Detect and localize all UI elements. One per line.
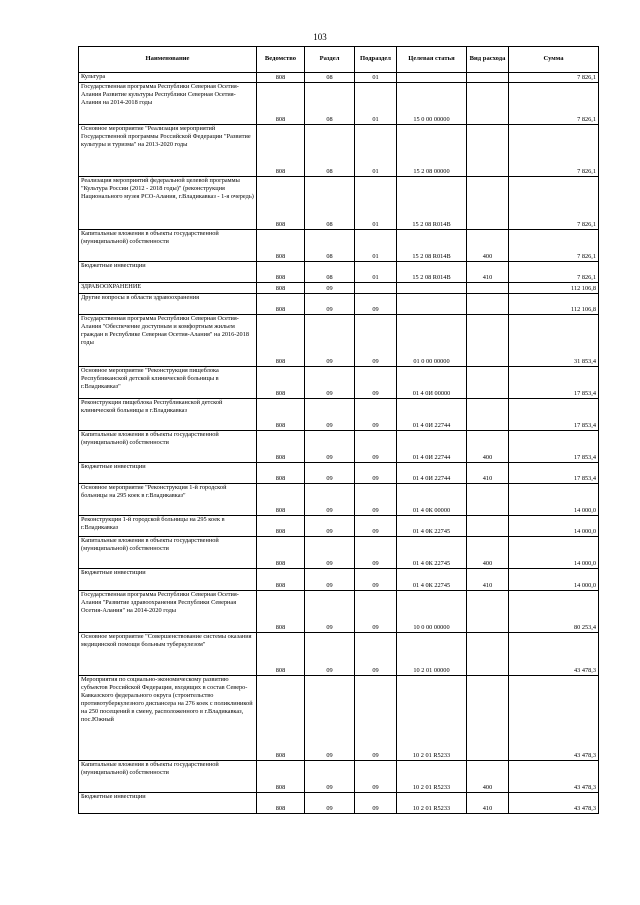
- cell-section: 09: [305, 676, 355, 761]
- cell-dept: 808: [257, 793, 305, 814]
- cell-article: 10 0 00 00000: [397, 591, 467, 633]
- table-header-row: [79, 47, 599, 73]
- cell-subsection: 09: [355, 399, 397, 431]
- cell-dept: 808: [257, 569, 305, 591]
- cell-exptype: [467, 83, 509, 125]
- cell-article: 01 4 0К 00000: [397, 484, 467, 516]
- cell-section: 09: [305, 537, 355, 569]
- cell-article: [397, 294, 467, 315]
- cell-article: 10 2 01 00000: [397, 633, 467, 676]
- cell-article: 10 2 01 R5233: [397, 676, 467, 761]
- cell-subsection: 09: [355, 367, 397, 399]
- cell-subsection: 09: [355, 294, 397, 315]
- table-row: [79, 283, 599, 294]
- cell-dept: 808: [257, 537, 305, 569]
- cell-section: 08: [305, 83, 355, 125]
- cell-subsection: 09: [355, 676, 397, 761]
- cell-dept: 808: [257, 516, 305, 537]
- cell-section: 08: [305, 177, 355, 230]
- cell-dept: 808: [257, 431, 305, 463]
- cell-sum: 43 478,3: [509, 761, 599, 793]
- cell-sum: 17 853,4: [509, 367, 599, 399]
- cell-subsection: 09: [355, 761, 397, 793]
- cell-sum: 7 826,1: [509, 262, 599, 283]
- cell-name: Капитальные вложения в объекты государственной (муниципальной) собственности: [79, 761, 257, 793]
- cell-dept: 808: [257, 294, 305, 315]
- cell-sum: 17 853,4: [509, 431, 599, 463]
- cell-article: 01 4 0И 22744: [397, 463, 467, 484]
- cell-name: ЗДРАВООХРАНЕНИЕ: [79, 283, 257, 294]
- table-row: [79, 294, 599, 315]
- cell-exptype: 410: [467, 793, 509, 814]
- cell-dept: 808: [257, 262, 305, 283]
- cell-article: 01 4 0И 00000: [397, 367, 467, 399]
- cell-article: 15 0 00 00000: [397, 83, 467, 125]
- cell-article: 15 2 08 00000: [397, 125, 467, 177]
- cell-sum: 80 253,4: [509, 591, 599, 633]
- cell-exptype: 400: [467, 537, 509, 569]
- cell-section: 08: [305, 73, 355, 83]
- cell-exptype: [467, 591, 509, 633]
- cell-section: 09: [305, 793, 355, 814]
- cell-subsection: 09: [355, 793, 397, 814]
- header-article: Целевая статья: [397, 47, 467, 73]
- cell-sum: 112 106,8: [509, 294, 599, 315]
- cell-subsection: 01: [355, 230, 397, 262]
- cell-name: Основное мероприятие "Реализация мероприятий Государственной программы Российской Федерации "Развитие культуры и туризма" на 2013-2020 годы: [79, 125, 257, 177]
- cell-dept: 808: [257, 463, 305, 484]
- cell-subsection: 01: [355, 177, 397, 230]
- cell-dept: 808: [257, 633, 305, 676]
- table-row: [79, 761, 599, 793]
- cell-dept: 808: [257, 125, 305, 177]
- cell-dept: 808: [257, 399, 305, 431]
- table-row: [79, 463, 599, 484]
- table-row: [79, 125, 599, 177]
- page-number: 103: [313, 32, 327, 42]
- cell-exptype: [467, 367, 509, 399]
- cell-dept: 808: [257, 83, 305, 125]
- cell-sum: 17 853,4: [509, 399, 599, 431]
- cell-section: 09: [305, 367, 355, 399]
- cell-name: Реализация мероприятий федеральной целевой программы "Культура России (2012 - 2018 годы)" (реконструкция Национального музея РСО-Алания, г.Владикавказ - 1-я очередь): [79, 177, 257, 230]
- cell-name: Другие вопросы в области здравоохранения: [79, 294, 257, 315]
- cell-dept: 808: [257, 177, 305, 230]
- cell-name: Основное мероприятие "Совершенствование системы оказания медицинской помощи больным туберкулезом": [79, 633, 257, 676]
- cell-article: 01 4 0К 22745: [397, 569, 467, 591]
- cell-dept: 808: [257, 315, 305, 367]
- cell-subsection: 01: [355, 83, 397, 125]
- cell-exptype: 400: [467, 431, 509, 463]
- cell-exptype: [467, 125, 509, 177]
- cell-exptype: [467, 399, 509, 431]
- header-name: Наименование: [79, 47, 257, 73]
- cell-name: Мероприятия по социально-экономическому развитию субъектов Российской Федерации, входящих в состав Северо-Кавказского федерального округа (строительство противотуберкулезного диспансера на 276 коек с поликлиникой на 250 посещений в смену, расположенного в г.Владикавказ, пос.Южный: [79, 676, 257, 761]
- cell-subsection: 09: [355, 516, 397, 537]
- table-row: [79, 262, 599, 283]
- cell-name: Капитальные вложения в объекты государственной (муниципальной) собственности: [79, 537, 257, 569]
- cell-exptype: 400: [467, 230, 509, 262]
- cell-subsection: 09: [355, 633, 397, 676]
- table-row: [79, 633, 599, 676]
- cell-article: [397, 73, 467, 83]
- cell-section: 09: [305, 315, 355, 367]
- cell-dept: 808: [257, 283, 305, 294]
- cell-sum: 43 478,3: [509, 676, 599, 761]
- cell-exptype: [467, 484, 509, 516]
- cell-dept: 808: [257, 676, 305, 761]
- cell-sum: 7 826,1: [509, 177, 599, 230]
- cell-sum: 112 106,8: [509, 283, 599, 294]
- cell-sum: 14 000,0: [509, 516, 599, 537]
- cell-name: Бюджетные инвестиции: [79, 569, 257, 591]
- cell-name: Бюджетные инвестиции: [79, 262, 257, 283]
- cell-name: Бюджетные инвестиции: [79, 793, 257, 814]
- cell-exptype: [467, 73, 509, 83]
- cell-subsection: 01: [355, 262, 397, 283]
- header-section: Раздел: [305, 47, 355, 73]
- header-dept: Ведомство: [257, 47, 305, 73]
- cell-exptype: [467, 283, 509, 294]
- cell-section: 09: [305, 591, 355, 633]
- header-exptype: Вид расхода: [467, 47, 509, 73]
- cell-sum: 43 478,3: [509, 633, 599, 676]
- cell-subsection: [355, 283, 397, 294]
- cell-subsection: 01: [355, 73, 397, 83]
- cell-subsection: 09: [355, 484, 397, 516]
- table-row: [79, 591, 599, 633]
- cell-exptype: [467, 315, 509, 367]
- table-row: [79, 177, 599, 230]
- cell-section: 09: [305, 484, 355, 516]
- cell-name: Основное мероприятие "Реконструкция пищеблока Республиканской детской клинической больницы в г.Владикавказ": [79, 367, 257, 399]
- cell-name: Реконструкция пищеблока Республиканской детской клинической больницы в г.Владикавказ: [79, 399, 257, 431]
- cell-name: Капитальные вложения в объекты государственной (муниципальной) собственности: [79, 431, 257, 463]
- cell-exptype: [467, 676, 509, 761]
- cell-article: 01 4 0К 22745: [397, 516, 467, 537]
- table-row: [79, 315, 599, 367]
- cell-exptype: 410: [467, 463, 509, 484]
- cell-subsection: 01: [355, 125, 397, 177]
- cell-sum: 14 000,0: [509, 569, 599, 591]
- cell-exptype: [467, 177, 509, 230]
- cell-subsection: 09: [355, 463, 397, 484]
- table-row: [79, 399, 599, 431]
- cell-name: Бюджетные инвестиции: [79, 463, 257, 484]
- table-row: [79, 431, 599, 463]
- cell-article: 01 4 0К 22745: [397, 537, 467, 569]
- cell-section: 09: [305, 569, 355, 591]
- cell-section: 09: [305, 399, 355, 431]
- cell-section: 09: [305, 283, 355, 294]
- cell-article: 01 4 0И 22744: [397, 399, 467, 431]
- cell-article: 15 2 08 R014B: [397, 177, 467, 230]
- cell-article: 10 2 01 R5233: [397, 761, 467, 793]
- cell-sum: 14 000,0: [509, 537, 599, 569]
- cell-dept: 808: [257, 73, 305, 83]
- cell-section: 09: [305, 761, 355, 793]
- table-row: [79, 569, 599, 591]
- cell-section: 09: [305, 463, 355, 484]
- cell-name: Государственная программа Республики Северная Осетия-Алания "Обеспечение доступным и комфортным жильем граждан в Республике Северная Осетия-Алания" на 2016-2018 годы: [79, 315, 257, 367]
- cell-exptype: [467, 516, 509, 537]
- table-row: [79, 537, 599, 569]
- cell-name: Основное мероприятие "Реконструкция 1-й городской больницы на 295 коек в г.Владикавказ": [79, 484, 257, 516]
- cell-dept: 808: [257, 591, 305, 633]
- cell-sum: 7 826,1: [509, 230, 599, 262]
- table-row: [79, 484, 599, 516]
- cell-subsection: 09: [355, 569, 397, 591]
- cell-exptype: 400: [467, 761, 509, 793]
- cell-article: 15 2 08 R014B: [397, 230, 467, 262]
- cell-sum: 17 853,4: [509, 463, 599, 484]
- cell-subsection: 09: [355, 537, 397, 569]
- cell-name: Реконструкция 1-й городской больницы на 295 коек в г.Владикавказ: [79, 516, 257, 537]
- cell-subsection: 09: [355, 315, 397, 367]
- cell-sum: 7 826,1: [509, 73, 599, 83]
- cell-section: 08: [305, 262, 355, 283]
- cell-name: Культура: [79, 73, 257, 83]
- cell-section: 09: [305, 516, 355, 537]
- cell-exptype: 410: [467, 569, 509, 591]
- cell-article: [397, 283, 467, 294]
- cell-article: 10 2 01 R5233: [397, 793, 467, 814]
- budget-table: [78, 46, 599, 814]
- cell-sum: 14 000,0: [509, 484, 599, 516]
- cell-exptype: [467, 294, 509, 315]
- cell-sum: 7 826,1: [509, 83, 599, 125]
- cell-name: Государственная программа Республики Северная Осетия-Алания "Развитие здравоохранения Республики Северная Осетия-Алания" на 2014-2020 годы: [79, 591, 257, 633]
- table-row: [79, 793, 599, 814]
- cell-sum: 7 826,1: [509, 125, 599, 177]
- cell-dept: 808: [257, 230, 305, 262]
- cell-section: 08: [305, 230, 355, 262]
- cell-name: Капитальные вложения в объекты государственной (муниципальной) собственности: [79, 230, 257, 262]
- cell-exptype: 410: [467, 262, 509, 283]
- cell-sum: 43 478,3: [509, 793, 599, 814]
- table-row: [79, 230, 599, 262]
- cell-dept: 808: [257, 484, 305, 516]
- cell-subsection: 09: [355, 591, 397, 633]
- cell-dept: 808: [257, 367, 305, 399]
- table-row: [79, 516, 599, 537]
- cell-subsection: 09: [355, 431, 397, 463]
- table-row: [79, 73, 599, 83]
- table-body: [79, 73, 599, 814]
- header-subsection: Подраздел: [355, 47, 397, 73]
- cell-section: 09: [305, 431, 355, 463]
- table-row: [79, 676, 599, 761]
- table-row: [79, 367, 599, 399]
- cell-section: 09: [305, 294, 355, 315]
- table-row: [79, 83, 599, 125]
- cell-article: 01 0 00 00000: [397, 315, 467, 367]
- cell-name: Государственная программа Республики Северная Осетия-Алания Развитие культуры Республики Северная Осетия-Алания на 2014-2018 годы: [79, 83, 257, 125]
- cell-exptype: [467, 633, 509, 676]
- cell-article: 01 4 0И 22744: [397, 431, 467, 463]
- cell-section: 09: [305, 633, 355, 676]
- header-sum: Сумма: [509, 47, 599, 73]
- cell-dept: 808: [257, 761, 305, 793]
- cell-section: 08: [305, 125, 355, 177]
- cell-sum: 31 853,4: [509, 315, 599, 367]
- cell-article: 15 2 08 R014B: [397, 262, 467, 283]
